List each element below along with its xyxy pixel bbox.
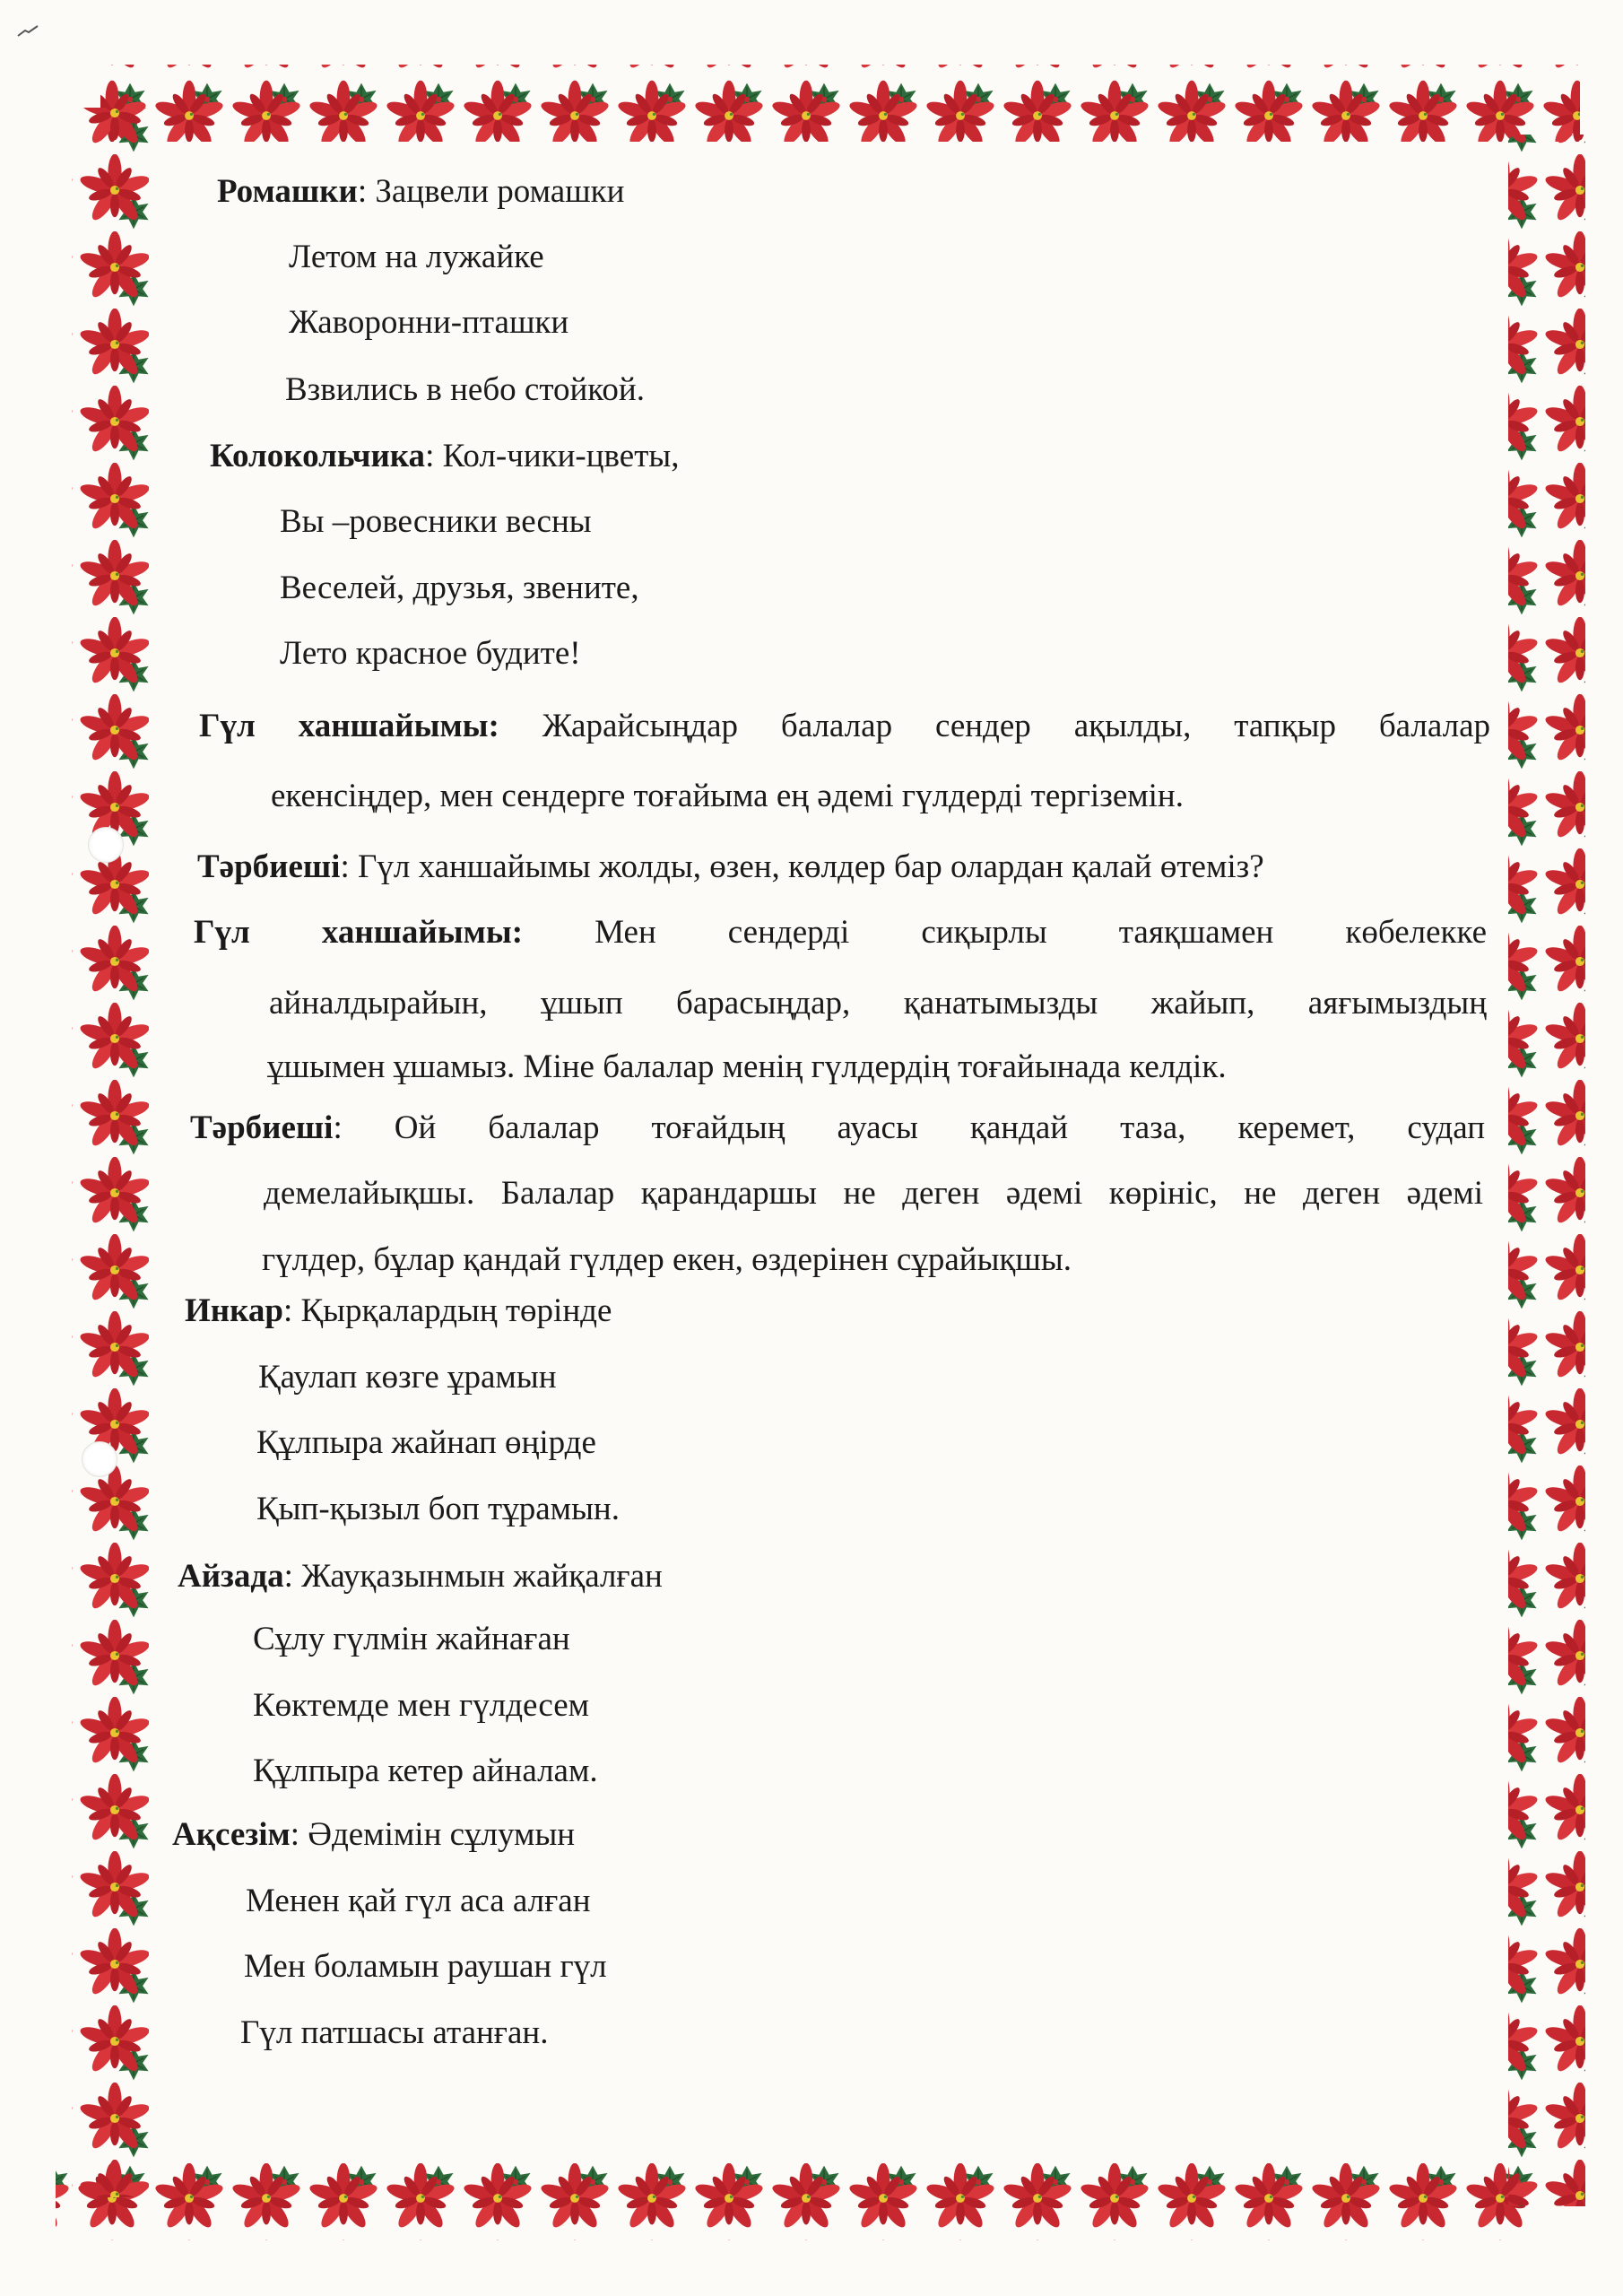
line-text: Қаулап көзге ұрамын bbox=[258, 1359, 557, 1396]
speaker-name: Тәрбиеші bbox=[197, 848, 341, 885]
line-text: Қырқалардың төрінде bbox=[300, 1292, 612, 1329]
prose-line bbox=[269, 984, 1487, 1023]
prose-line bbox=[264, 1174, 1483, 1213]
line-text: Гүл патшасы атанған. bbox=[240, 2014, 549, 2051]
verse-line bbox=[253, 1752, 598, 1791]
line-text: Құлпыра жайнап өңірде bbox=[256, 1424, 596, 1461]
line-text: Жарайсыңдар балалар сендер ақылды, тапқыр балалар bbox=[542, 708, 1491, 744]
verse-line bbox=[258, 1358, 557, 1397]
line-text: Қып-қызыл боп тұрамын. bbox=[256, 1491, 620, 1527]
verse-line bbox=[246, 1882, 591, 1921]
verse-line bbox=[256, 1423, 596, 1463]
verse-line: Ақсезім: Әдемімін сұлумын bbox=[172, 1816, 576, 1853]
verse-line bbox=[280, 569, 639, 608]
verse-line: Инкар: Қырқалардың төрінде bbox=[185, 1292, 612, 1329]
verse-line bbox=[285, 370, 645, 410]
verse-line bbox=[256, 1490, 620, 1529]
line-text: айналдырайын, ұшып барасыңдар, қанатымызды жайып, аяғымыздың bbox=[269, 985, 1487, 1022]
verse-line: Айзада: Жауқазынмын жайқалған bbox=[178, 1558, 663, 1595]
line-text: демелайықшы. Балалар қарандаршы не деген әдемі көрініс, не деген әдемі bbox=[264, 1175, 1483, 1212]
speaker-name: Ромашки bbox=[217, 173, 358, 210]
prose-line bbox=[262, 1240, 1072, 1280]
line-text: Құлпыра кетер айналам. bbox=[253, 1752, 598, 1789]
line-text: Мен боламын раушан гүл bbox=[244, 1948, 607, 1985]
line-text: Мен сендерді сиқырлы таяқшамен көбелекке bbox=[595, 914, 1487, 951]
line-text: Жауқазынмын жайқалған bbox=[301, 1558, 663, 1595]
speaker-name: Инкар bbox=[185, 1292, 283, 1329]
speaker-name: Колокольчика bbox=[210, 438, 426, 474]
verse-line: Колокольчика: Кол-чики-цветы, bbox=[210, 438, 680, 474]
line-text: Жаворонни-пташки bbox=[289, 304, 569, 341]
prose-line bbox=[271, 777, 1184, 816]
speaker-name: Ақсезім bbox=[172, 1816, 291, 1853]
prose-line: Тәрбиеші: Ой балалар тоғайдың ауасы қандай таза, керемет, судап bbox=[190, 1109, 1486, 1146]
line-text: Зацвели ромашки bbox=[375, 173, 625, 210]
line-text: Гүл ханшайымы жолды, өзен, көлдер бар олардан қалай өтеміз? bbox=[357, 848, 1264, 885]
verse-line bbox=[253, 1620, 570, 1659]
verse-line bbox=[280, 634, 581, 674]
speaker-name: Гүл ханшайымы: bbox=[194, 914, 524, 951]
verse-line bbox=[244, 1947, 607, 1987]
line-text: Менен қай гүл аса алған bbox=[246, 1883, 591, 1919]
line-text: Лето красное будите! bbox=[280, 635, 581, 672]
line-text: Сұлу гүлмін жайнаған bbox=[253, 1621, 570, 1657]
prose-line bbox=[199, 707, 1490, 746]
line-text: Кол-чики-цветы, bbox=[442, 438, 680, 474]
line-text: екенсіңдер, мен сендерге тоғайыма ең әдемі гүлдерді тергіземін. bbox=[271, 778, 1184, 814]
line-text: Әдемімін сұлумын bbox=[308, 1816, 576, 1853]
prose-line: Тәрбиеші: Гүл ханшайымы жолды, өзен, көлдер бар олардан қалай өтеміз? bbox=[197, 848, 1264, 885]
verse-line bbox=[289, 238, 544, 277]
verse-line bbox=[240, 2013, 548, 2053]
prose-line bbox=[194, 913, 1487, 952]
line-text: Ой балалар тоғайдың ауасы қандай таза, керемет, судап bbox=[394, 1109, 1486, 1146]
verse-line bbox=[253, 1686, 589, 1726]
line-text: Летом на лужайке bbox=[289, 239, 544, 275]
verse-line bbox=[280, 502, 592, 542]
verse-line bbox=[289, 303, 568, 343]
line-text: гүлдер, бұлар қандай гүлдер екен, өздерінен сұрайықшы. bbox=[262, 1241, 1072, 1278]
verse-line: Ромашки: Зацвели ромашки bbox=[217, 173, 625, 210]
speaker-name: Айзада bbox=[178, 1558, 284, 1595]
line-text: ұшымен ұшамыз. Міне балалар менің гүлдердің тоғайынада келдік. bbox=[267, 1048, 1227, 1085]
line-text: Взвились в небо стойкой. bbox=[285, 371, 645, 408]
line-text: Вы –ровесники весны bbox=[280, 503, 592, 540]
line-text: Көктемде мен гүлдесем bbox=[253, 1687, 590, 1724]
prose-line bbox=[267, 1048, 1227, 1087]
speaker-name: Гүл ханшайымы: bbox=[199, 708, 499, 744]
line-text: Веселей, друзья, звените, bbox=[280, 570, 639, 606]
speaker-name: Тәрбиеші bbox=[190, 1109, 334, 1146]
